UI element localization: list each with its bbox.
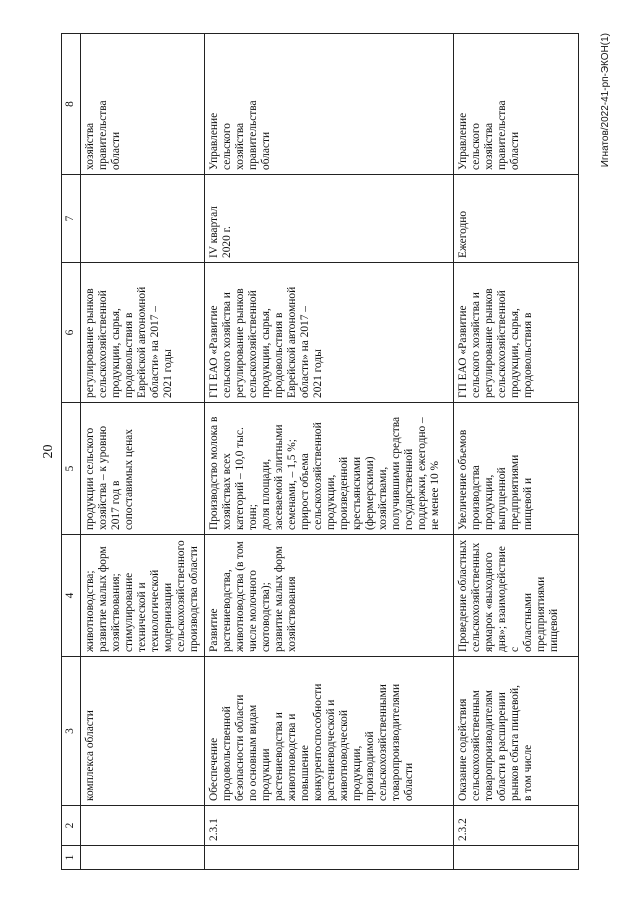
page-number: 20 [41,444,56,459]
table-row [454,34,579,870]
measures-cell: Проведение областных сельскохозяйственных ярмарок «выходного дня»; взаимодействие с областными предприятиями пищевой [454,535,579,657]
column-header: 5 [62,403,81,535]
column-header: 2 [62,806,81,846]
table-row [205,34,454,870]
item-code-cell: 2.3.1 [205,806,454,846]
column-header: 7 [62,175,81,263]
goal-cell: Оказание содействия сельскохозяйственным товаропроизводителям области в расширении рынков сбыта пищевой, в том числе [454,657,579,806]
indicators-cell: продукции сельского хозяйства – к уровню 2017 год в сопоставимых ценах [81,403,205,535]
measures-cell: животноводства; развитие малых форм хозяйствования; стимулирование технической и технологической модернизации сельскохозяйственного производства области [81,535,205,657]
column-header: 6 [62,263,81,403]
program-cell: ГП ЕАО «Развитие сельского хозяйства и регулирование рынков сельскохозяйственной продукции, сырья, продовольствия в [454,263,579,403]
table-row [81,34,205,870]
indicators-cell: Увеличение объемов производства продукции, выпущенной предприятиями пищевой и [454,403,579,535]
measures-cell: Развитие растениеводства, животноводства (в том числе молочного скотоводства); развитие малых форм хозяйствования [205,535,454,657]
responsible-cell: Управление сельского хозяйства правительства области [205,34,454,175]
table-header-row [62,34,81,870]
column-header: 8 [62,34,81,175]
responsible-cell: хозяйства правительства области [81,34,205,175]
goal-cell: комплекса области [81,657,205,806]
document-code: Игнатов/2022-41-рп-ЭКОН(1) [600,33,611,168]
column-header: 4 [62,535,81,657]
goal-cell: Обеспечение продовольственной безопасности области по основным видам продукции растениеводства и животноводства и повышение конкурентоспособности растениеводческой и животноводческой продукции, производимой сельскохозяйственными товаропроизводителями области [205,657,454,806]
program-cell: ГП ЕАО «Развитие сельского хозяйства и регулирование рынков сельскохозяйственной продукции, сырья, продовольствия в Еврейской автономной области» на 2017 – 2021 годы [205,263,454,403]
item-code-cell: 2.3.2 [454,806,579,846]
indicators-cell: Производство молока в хозяйствах всех категорий – 10,0 тыс. тонн; доля площади, засеваемой элитными семенами, – 1,5 %; прирост объема сельскохозяйственной продукции, произведенной крестьянскими (фермерскими) хозяйствами, получившими средства государственной поддержки, ежегодно – не менее 10 % [205,403,454,535]
item-code-cell [81,806,205,846]
row-number-cell [454,846,579,870]
deadline-cell: IV квартал 2020 г. [205,175,454,263]
deadline-cell: Ежегодно [454,175,579,263]
responsible-cell: Управление сельского хозяйства правительства области [454,34,579,175]
column-header: 3 [62,657,81,806]
row-number-cell [81,846,205,870]
row-number-cell [205,846,454,870]
measures-table [61,33,579,870]
column-header: 1 [62,846,81,870]
deadline-cell [81,175,205,263]
program-cell: регулирование рынков сельскохозяйственной продукции, сырья, продовольствия в Еврейской автономной области» на 2017 – 2021 годы [81,263,205,403]
